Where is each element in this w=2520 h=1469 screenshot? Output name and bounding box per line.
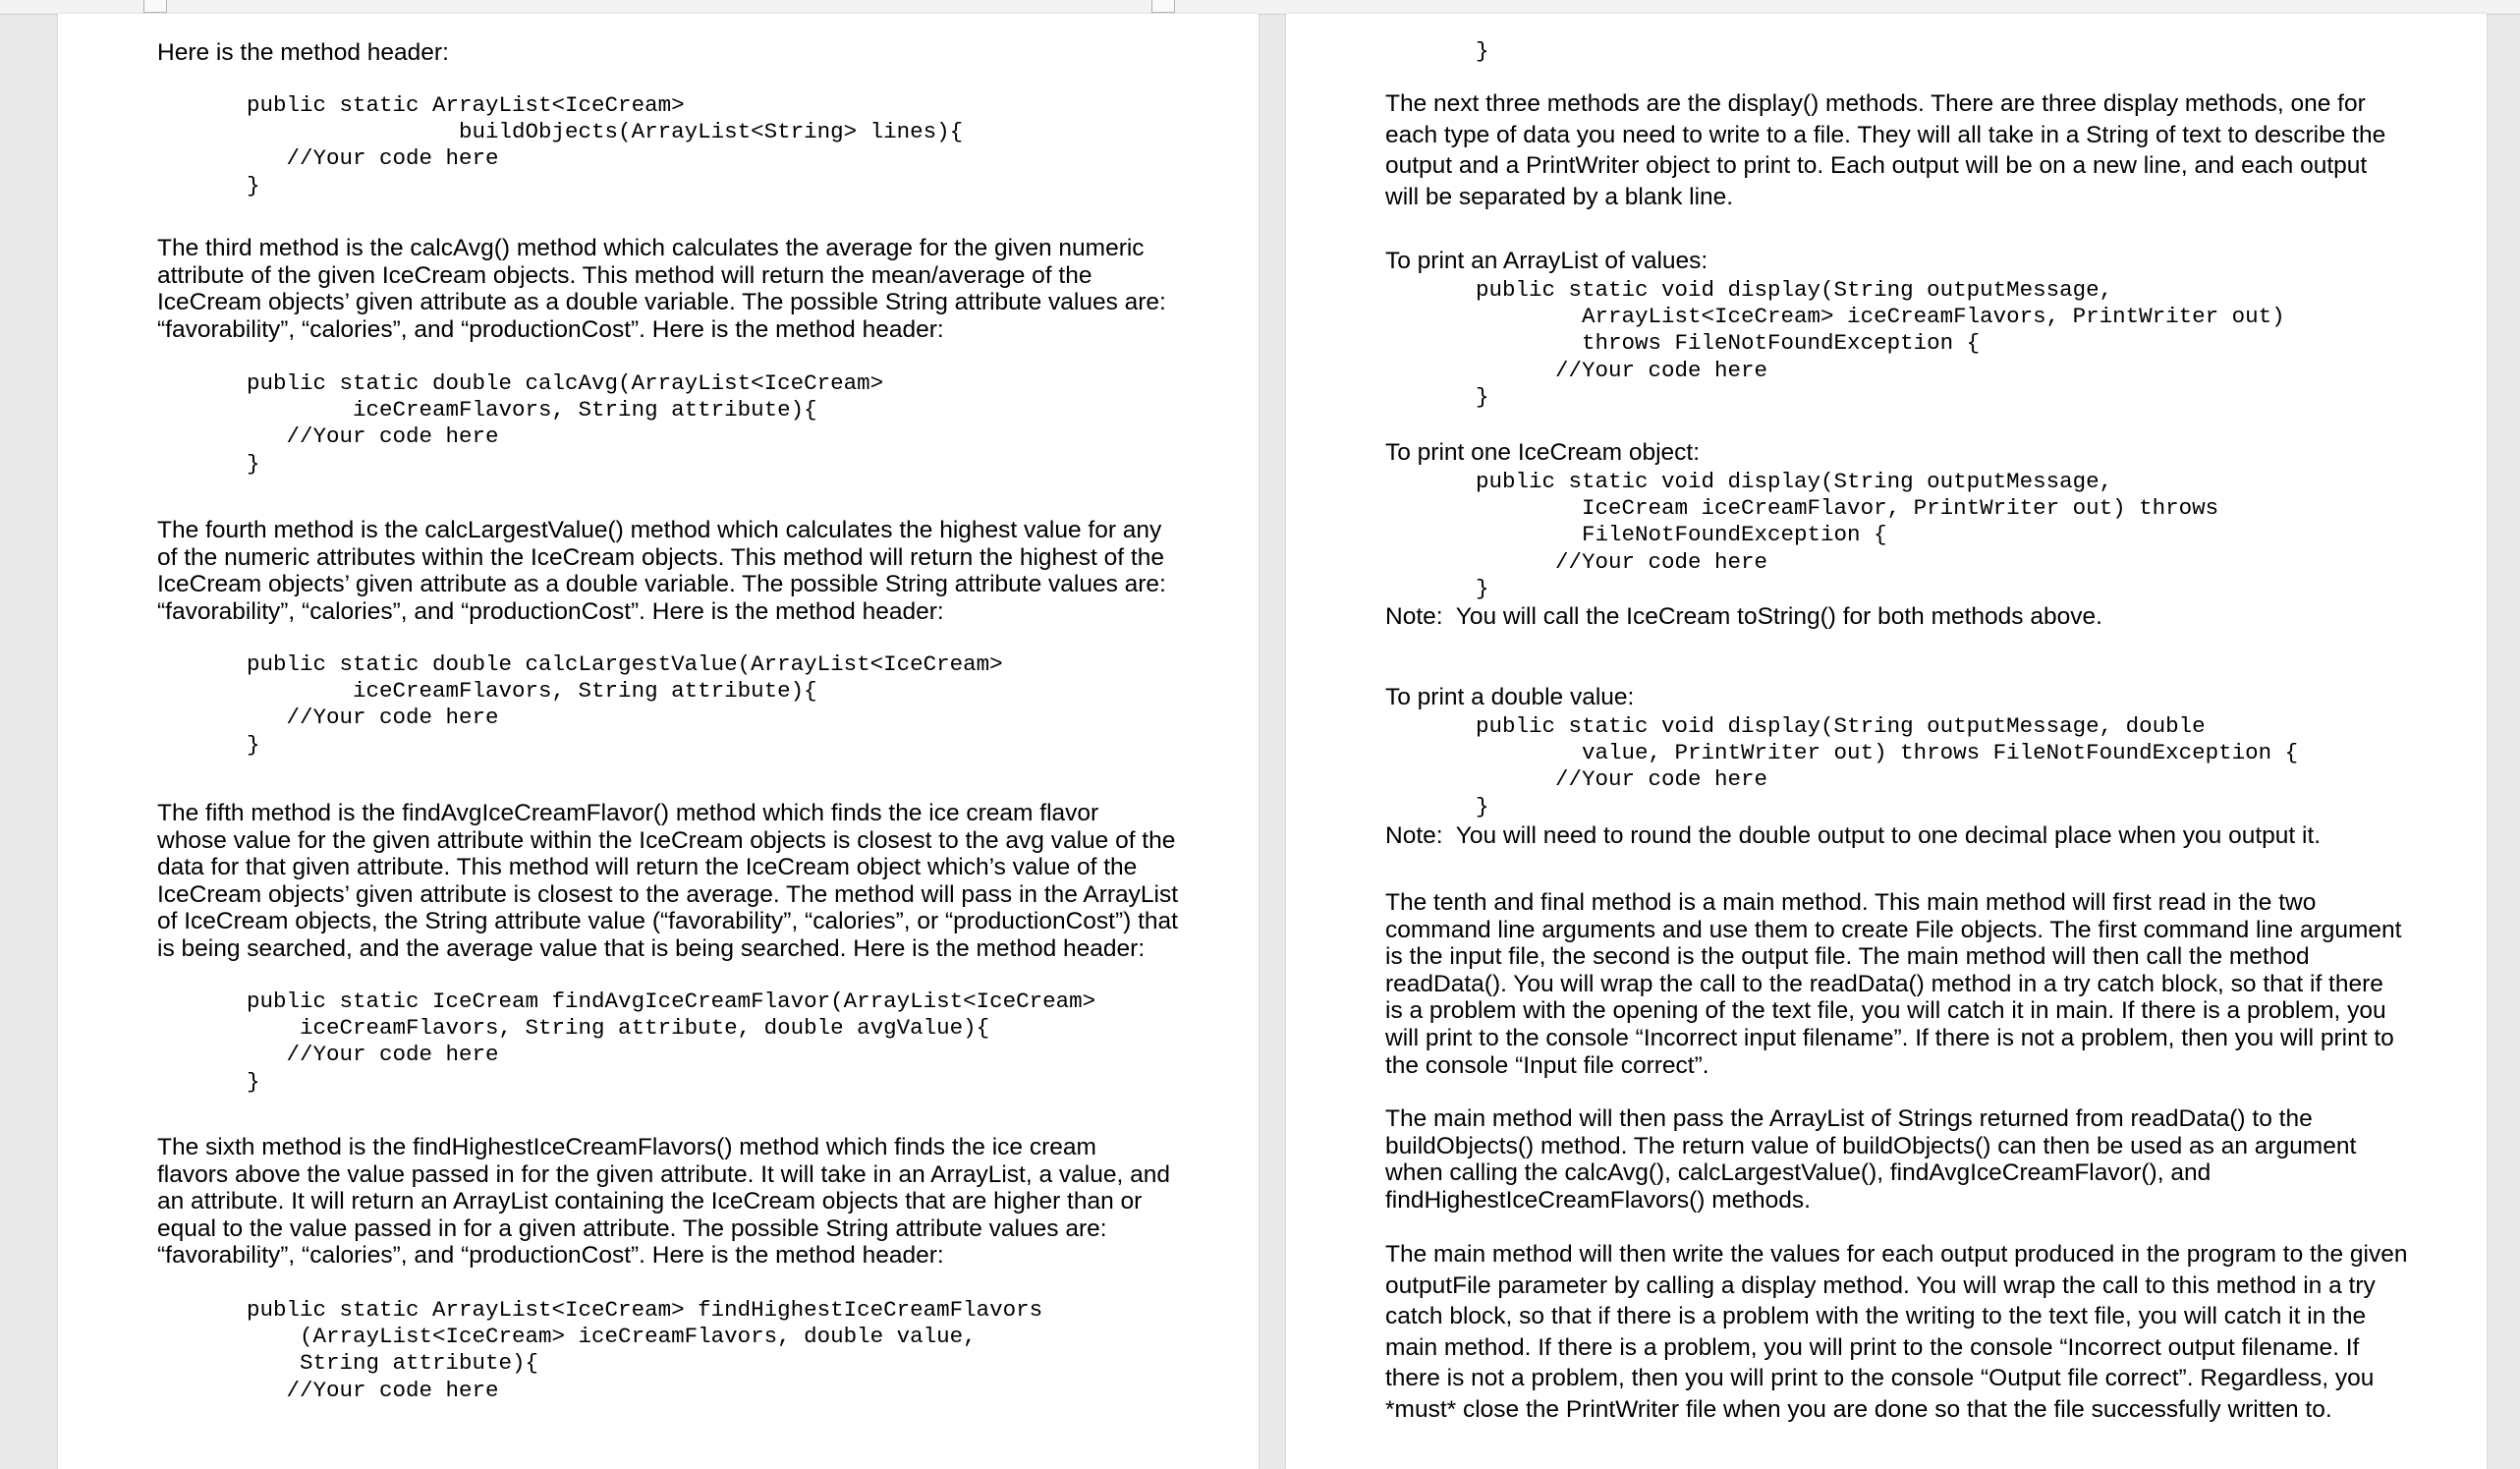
code-calc-avg: public static double calcAvg(ArrayList<IceCream> iceCreamFlavors, String attribute){ //Your code here } [247,370,884,477]
paragraph-main-write: The main method will then write the values for each output produced in the program to the given outputFile parameter by calling a display method. You will wrap the call to this method in a try catch block, so that if there is a problem with the writing to the text file, you will catch it in the main method. If there is a problem, you will print to the console “Incorrect output filename. If there is not a problem, then you will print to the console “Output file correct”. Regardless, you *must* close the PrintWriter file when you are done so that the file successfully written to. [1385,1241,2408,1423]
paragraph-print-one-object: To print one IceCream object: [1385,439,1701,466]
paragraph-print-arraylist: To print an ArrayList of values: [1385,248,1708,274]
margin-marker-left [143,0,167,13]
paragraph-print-double: To print a double value: [1385,684,1635,710]
margin-marker-right [1151,0,1175,13]
paragraph-find-avg-flavor: The fifth method is the findAvgIceCreamFlavor() method which finds the ice cream flavor whose value for the given attribute within the IceCream objects is closest to the avg value of the data for that given attribute. This method will return the IceCream object which’s value of the IceCream objects’ given attribute is closest to the average. The method will pass in the ArrayList of IceCream objects, the String attribute value (“favorability”, “calories”, or “productionCost”) that is being searched, and the average value that is being searched. Here is the method header: [157,800,1179,962]
code-find-highest-flavors: public static ArrayList<IceCream> findHighestIceCreamFlavors (ArrayList<IceCream> iceCreamFlavors, double value, String attribute){ //Your code here [247,1297,1043,1403]
document-page-right [1286,14,2487,1469]
paragraph-method-header-intro: Here is the method header: [157,39,449,66]
paragraph-calc-avg: The third method is the calcAvg() method which calculates the average for the given numeric attribute of the given IceCream objects. This method will return the mean/average of the IceCream objects’ given attribute as a double variable. The possible String attribute values are: “favorability”, “calories”, and “productionCost”. Here is the method header: [157,235,1166,343]
code-find-avg-flavor: public static IceCream findAvgIceCreamFlavor(ArrayList<IceCream> iceCreamFlavors, String attribute, double avgValue){ //Your code here } [247,989,1096,1095]
ruler-bar [0,0,2520,15]
code-display-one-object: public static void display(String outputMessage, IceCream iceCreamFlavor, PrintWriter out) throws FileNotFoundException { //Your code here } [1476,469,2219,601]
code-build-objects: public static ArrayList<IceCream> buildObjects(ArrayList<String> lines){ //Your code here } [247,92,964,198]
paragraph-main-pass: The main method will then pass the ArrayList of Strings returned from readData() to the buildObjects() method. The return value of buildObjects() can then be used as an argument when calling the calcAvg(), calcLargestValue(), findAvgIceCreamFlavor(), and findHighestIceCreamFlavors() methods. [1385,1105,2357,1214]
code-closing-brace: } [1476,38,1489,64]
paragraph-note-round: Note: You will need to round the double output to one decimal place when you output it. [1385,822,2322,849]
paragraph-find-highest-flavors: The sixth method is the findHighestIceCreamFlavors() method which finds the ice cream flavors above the value passed in for the given attribute. It will take in an ArrayList, a value, and an attribute. It will return an ArrayList containing the IceCream objects that are higher than or equal to the value passed in for a given attribute. The possible String attribute values are: “favorability”, “calories”, and “productionCost”. Here is the method header: [157,1134,1170,1270]
paragraph-note-tostring: Note: You will call the IceCream toString() for both methods above. [1385,603,2102,630]
document-page-left [58,14,1259,1469]
paragraph-main-method: The tenth and final method is a main method. This main method will first read in the two command line arguments and use them to create File objects. The first command line argument is the input file, the second is the output file. The main method will then call the method readData(). You will wrap the call to the readData() method in a try catch block, so that if there is a problem with the opening of the text file, you will catch it in main. If there is a problem, you will print to the console “Incorrect input filename”. If there is not a problem, then you will print to the console “Input file correct”. [1385,889,2402,1079]
code-calc-largest-value: public static double calcLargestValue(ArrayList<IceCream> iceCreamFlavors, String attribute){ //Your code here } [247,651,1003,758]
paragraph-display-intro: The next three methods are the display() methods. There are three display methods, one for each type of data you need to write to a file. They will all take in a String of text to describe the output and a PrintWriter object to print to. Each output will be on a new line, and each output will be separated by a blank line. [1385,90,2386,210]
paragraph-calc-largest-value: The fourth method is the calcLargestValue() method which calculates the highest value for any of the numeric attributes within the IceCream objects. This method will return the highest of the IceCream objects’ given attribute as a double variable. The possible String attribute values are: “favorability”, “calories”, and “productionCost”. Here is the method header: [157,517,1166,625]
code-display-arraylist: public static void display(String outputMessage, ArrayList<IceCream> iceCreamFlavors, PrintWriter out) throws FileNotFoundException { //Your code here } [1476,277,2285,410]
code-display-double: public static void display(String outputMessage, double value, PrintWriter out) throws FileNotFoundException { //Your code here } [1476,713,2299,819]
